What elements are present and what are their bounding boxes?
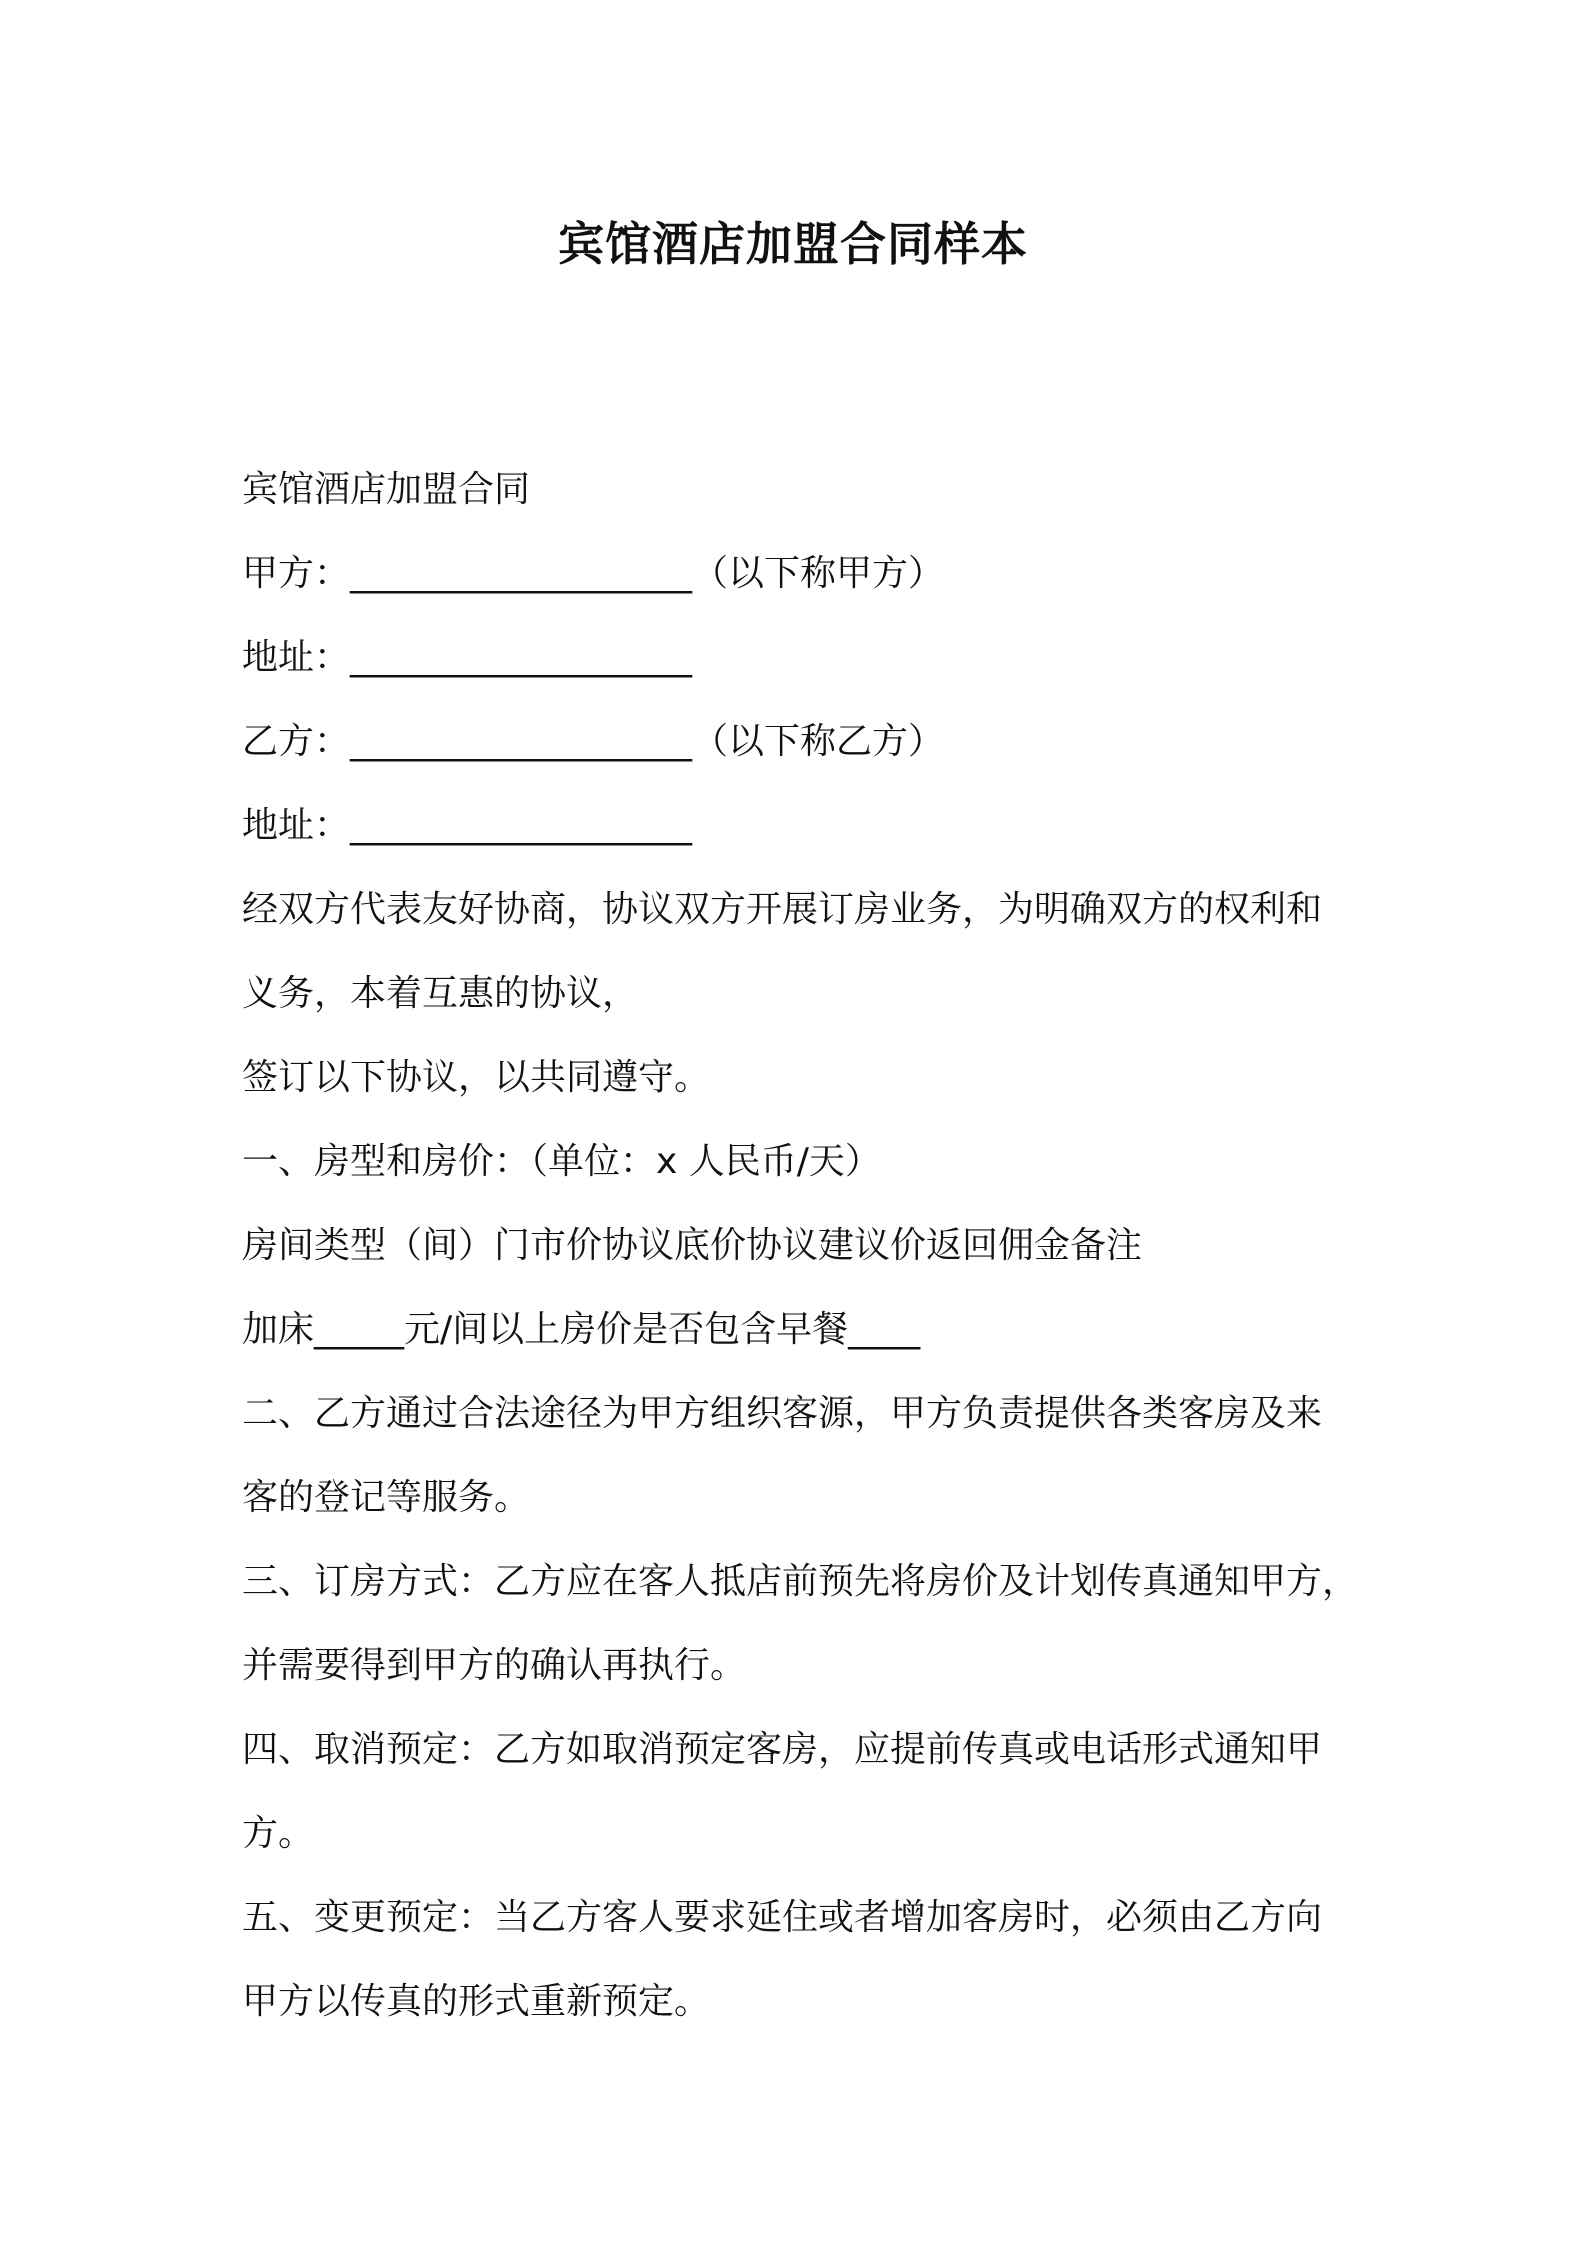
clause-3-line: 三、订房方式：乙方应在客人抵店前预先将房价及计划传真通知甲方， — [242, 1561, 1359, 1602]
clause-2-line: 客的登记等服务。 — [242, 1477, 531, 1518]
clause-1-line: 房间类型（间）门市价协议底价协议建议价返回佣金备注 — [242, 1225, 1143, 1266]
clause-1-line: 加床_____元/间以上房价是否包含早餐____ — [242, 1309, 921, 1350]
preamble-line: 义务，本着互惠的协议， — [242, 973, 639, 1014]
party-a-line: 甲方：___________________（以下称甲方） — [242, 553, 945, 594]
party-a-address-line: 地址：___________________ — [242, 637, 693, 678]
contract-heading: 宾馆酒店加盟合同 — [242, 469, 531, 510]
clause-3-line: 并需要得到甲方的确认再执行。 — [242, 1645, 747, 1686]
document-body — [242, 448, 1372, 2044]
clause-5-line: 五、变更预定：当乙方客人要求延住或者增加客房时，必须由乙方向 — [242, 1897, 1323, 1938]
party-b-line: 乙方：___________________（以下称乙方） — [242, 721, 945, 762]
clause-4-line: 四、取消预定：乙方如取消预定客房，应提前传真或电话形式通知甲 — [242, 1729, 1323, 1770]
clause-5-line: 甲方以传真的形式重新预定。 — [242, 1981, 711, 2022]
party-b-address-line: 地址：___________________ — [242, 805, 693, 846]
clause-1-line: 一、房型和房价：（单位：x 人民币/天） — [242, 1141, 881, 1182]
document-title: 宾馆酒店加盟合同样本 — [558, 217, 1028, 271]
clause-4-line: 方。 — [242, 1813, 315, 1854]
preamble-line: 签订以下协议，以共同遵守。 — [242, 1057, 711, 1098]
preamble-line: 经双方代表友好协商，协议双方开展订房业务，为明确双方的权利和 — [242, 889, 1323, 930]
clause-2-line: 二、乙方通过合法途径为甲方组织客源，甲方负责提供各类客房及来 — [242, 1393, 1323, 1434]
